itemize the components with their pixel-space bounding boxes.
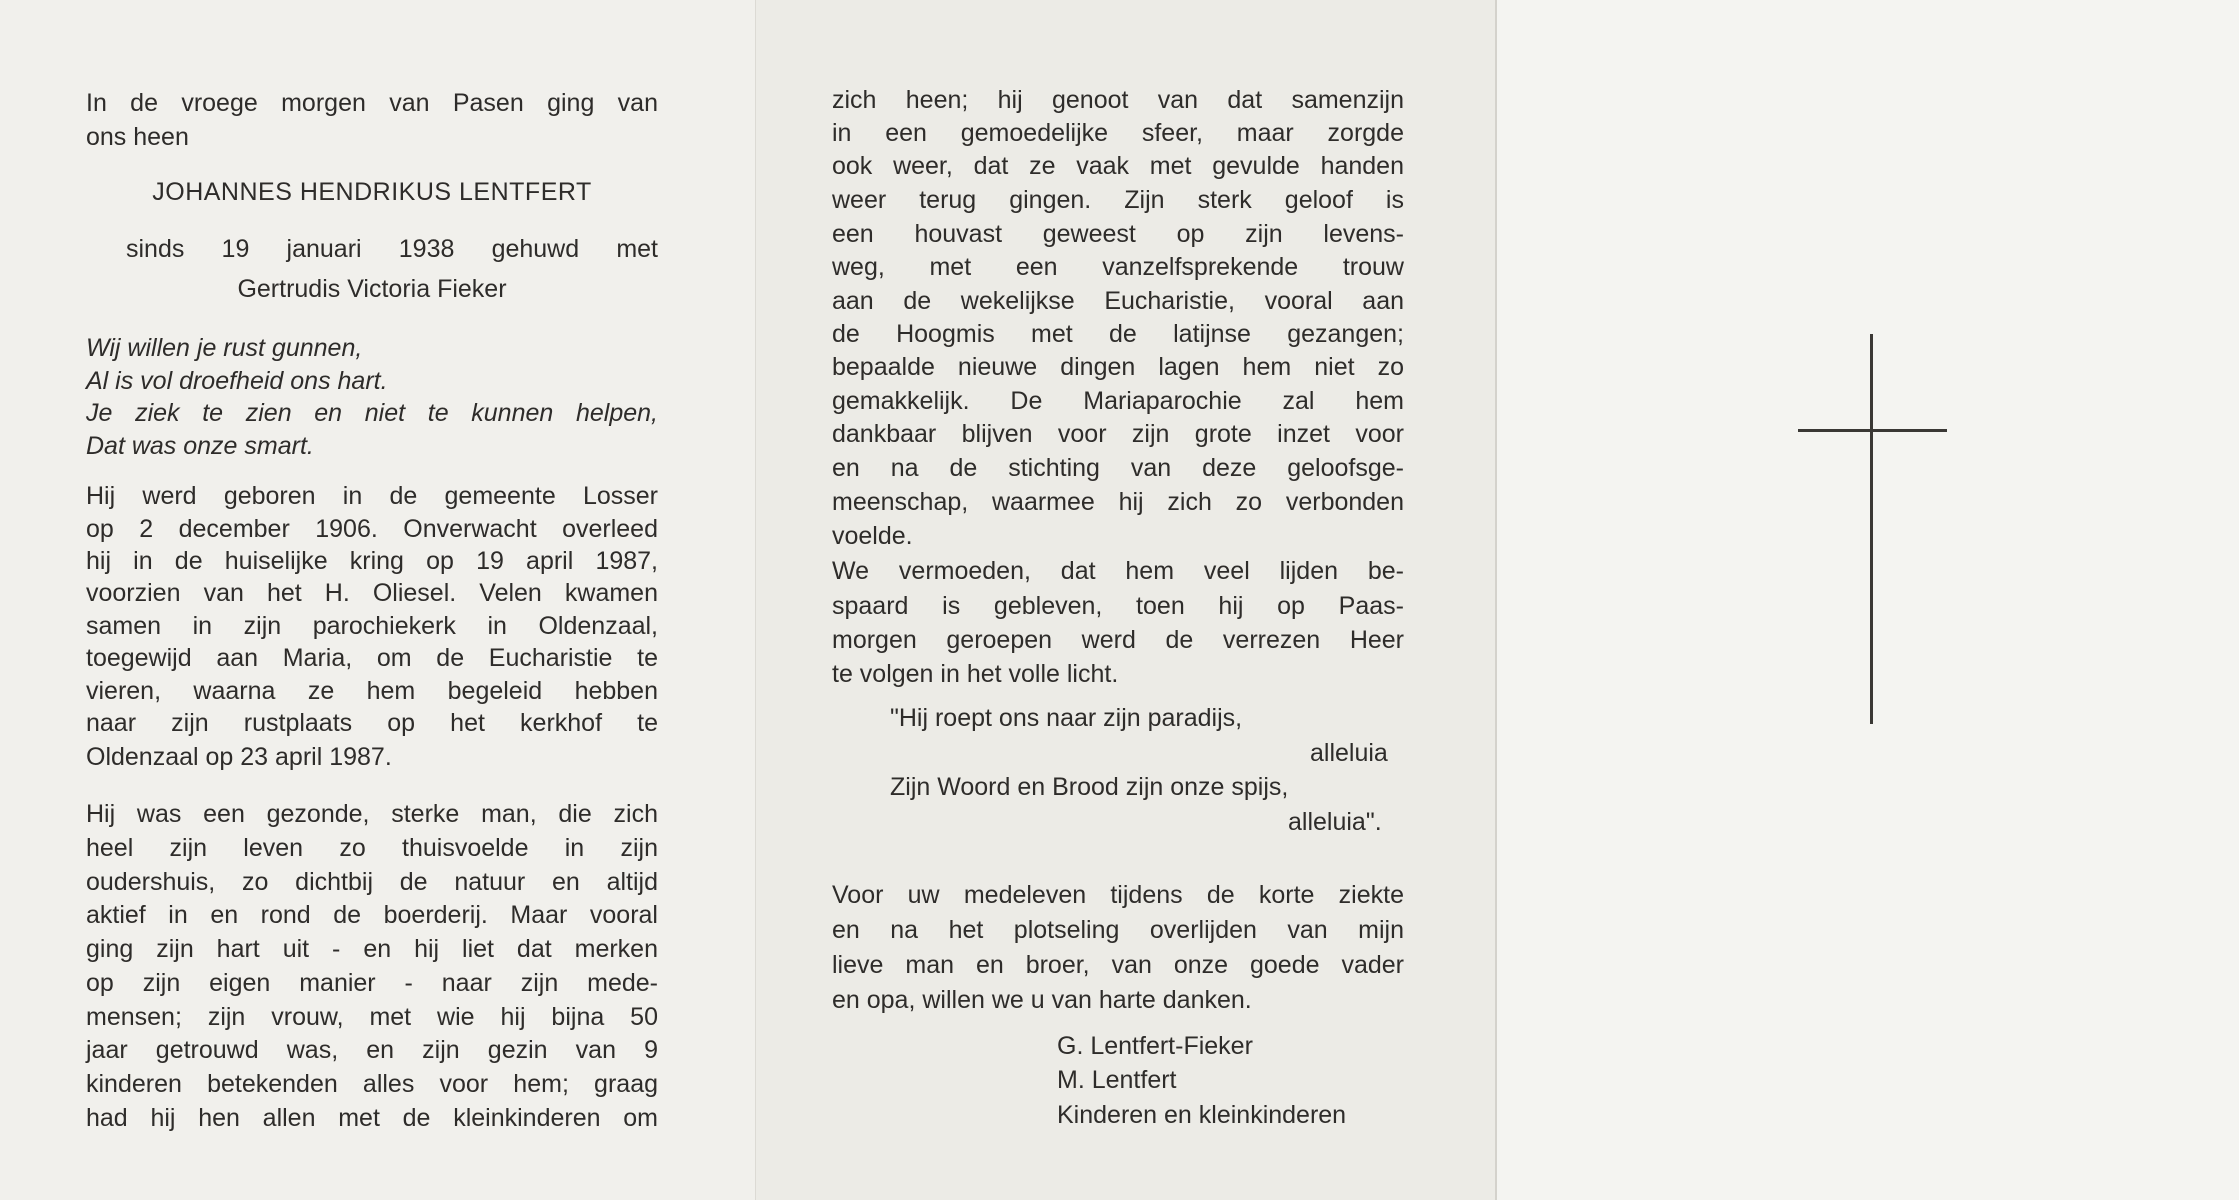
intro-line: ons heen [86, 123, 189, 151]
quote-refrain: alleluia". [1288, 808, 1382, 836]
text-line: in een gemoedelijke sfeer, maar zorgde [832, 119, 1404, 147]
poem-line: Wij willen je rust gunnen, [86, 334, 363, 362]
intro-line: In de vroege morgen van Pasen ging van [86, 89, 658, 117]
text-line: ook weer, dat ze vaak met gevulde handen [832, 152, 1404, 180]
poem-line: Dat was onze smart. [86, 432, 314, 460]
text-line: naar zijn rustplaats op het kerkhof te [86, 709, 658, 737]
text-line: toegewijd aan Maria, om de Eucharistie te [86, 644, 658, 672]
text-line: mensen; zijn vrouw, met wie hij bijna 50 [86, 1003, 658, 1031]
text-line: morgen geroepen werd de verrezen Heer [832, 626, 1404, 654]
deceased-name: JOHANNES HENDRIKUS LENTFERT [152, 178, 592, 206]
text-line: oudershuis, zo dichtbij de natuur en altijd [86, 868, 658, 896]
text-line: heel zijn leven zo thuisvoelde in zijn [86, 834, 658, 862]
text-line: samen in zijn parochiekerk in Oldenzaal, [86, 612, 658, 640]
text-line: voelde. [832, 522, 913, 550]
signature: G. Lentfert-Fieker [1057, 1032, 1253, 1060]
text-line: Hij werd geboren in de gemeente Losser [86, 482, 658, 510]
text-line: een houvast geweest op zijn levens- [832, 220, 1404, 248]
text-line: aktief in en rond de boerderij. Maar vooral [86, 901, 658, 929]
text-line: bepaalde nieuwe dingen lagen hem niet zo [832, 353, 1404, 381]
text-line: kinderen betekenden alles voor hem; graag [86, 1070, 658, 1098]
thanks-line: en na het plotseling overlijden van mijn [832, 916, 1404, 944]
text-line: te volgen in het volle licht. [832, 660, 1119, 688]
thanks-line: en opa, willen we u van harte danken. [832, 986, 1252, 1014]
signature: M. Lentfert [1057, 1066, 1177, 1094]
right-panel [1495, 0, 2239, 1200]
cross-icon-bar [1798, 429, 1947, 432]
text-line: zich heen; hij genoot van dat samenzijn [832, 86, 1404, 114]
text-line: weer terug gingen. Zijn sterk geloof is [832, 186, 1404, 214]
text-line: op zijn eigen manier - naar zijn mede- [86, 969, 658, 997]
text-line: Hij was een gezonde, sterke man, die zich [86, 800, 658, 828]
text-line: jaar getrouwd was, en zijn gezin van 9 [86, 1036, 658, 1064]
text-line: de Hoogmis met de latijnse gezangen; [832, 320, 1404, 348]
text-line: Oldenzaal op 23 april 1987. [86, 743, 392, 771]
text-line: weg, met een vanzelfsprekende trouw [832, 253, 1404, 281]
text-line: dankbaar blijven voor zijn grote inzet voor [832, 420, 1404, 448]
text-line: en na de stichting van deze geloofsge- [832, 454, 1404, 482]
quote-line: Zijn Woord en Brood zijn onze spijs, [890, 773, 1289, 801]
cross-icon [1870, 334, 1873, 724]
text-line: We vermoeden, dat hem veel lijden be- [832, 557, 1404, 585]
text-line: vieren, waarna ze hem begeleid hebben [86, 677, 658, 705]
text-line: meenschap, waarmee hij zich zo verbonden [832, 488, 1404, 516]
text-line: hij in de huiselijke kring op 19 april 1987, [86, 547, 658, 575]
text-line: op 2 december 1906. Onverwacht overleed [86, 515, 658, 543]
poem-line: Al is vol droefheid ons hart. [86, 367, 388, 395]
thanks-line: lieve man en broer, van onze goede vader [832, 951, 1404, 979]
thanks-line: Voor uw medeleven tijdens de korte ziekte [832, 881, 1404, 909]
text-line: spaard is gebleven, toen hij op Paas- [832, 592, 1404, 620]
marriage-line: sinds 19 januari 1938 gehuwd met [126, 235, 658, 263]
spouse-name: Gertrudis Victoria Fieker [237, 275, 507, 303]
quote-refrain: alleluia [1310, 739, 1388, 767]
poem-line: Je ziek te zien en niet te kunnen helpen, [86, 399, 658, 427]
text-line: had hij hen allen met de kleinkinderen om [86, 1104, 658, 1132]
text-line: aan de wekelijkse Eucharistie, vooral aan [832, 287, 1404, 315]
signature: Kinderen en kleinkinderen [1057, 1101, 1347, 1129]
text-line: ging zijn hart uit - en hij liet dat merken [86, 935, 658, 963]
text-line: gemakkelijk. De Mariaparochie zal hem [832, 387, 1404, 415]
text-line: voorzien van het H. Oliesel. Velen kwamen [86, 579, 658, 607]
quote-line: "Hij roept ons naar zijn paradijs, [890, 704, 1243, 732]
